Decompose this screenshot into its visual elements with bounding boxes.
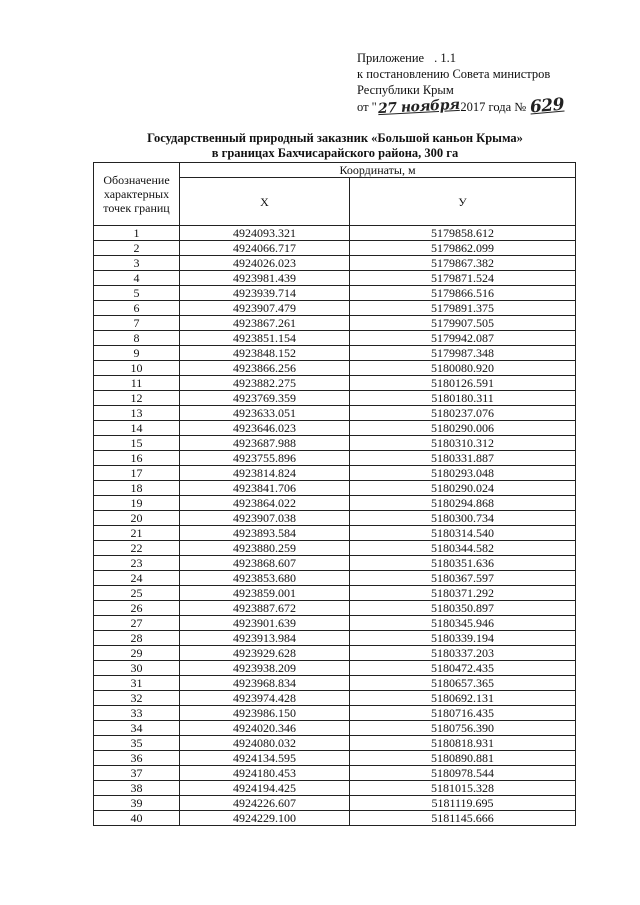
y-coordinate-cell: 5180345.946 [350,616,576,631]
x-coordinate-cell: 4923867.261 [180,316,350,331]
y-coordinate-cell: 5179862.099 [350,241,576,256]
x-coordinate-cell: 4923893.584 [180,526,350,541]
x-coordinate-cell: 4923986.150 [180,706,350,721]
table-row [94,301,576,316]
x-coordinate-cell: 4923907.038 [180,511,350,526]
x-coordinate-cell: 4924194.425 [180,781,350,796]
table-row [94,751,576,766]
x-coordinate-cell: 4923882.275 [180,376,350,391]
title-line-1: Государственный природный заказник «Большой каньон Крыма» [147,131,523,145]
table-row [94,466,576,481]
column-header-y: У [350,178,576,226]
column-header-x: X [180,178,350,226]
x-coordinate-cell: 4923814.824 [180,466,350,481]
y-coordinate-cell: 5180350.897 [350,601,576,616]
x-coordinate-cell: 4924134.595 [180,751,350,766]
y-coordinate-cell: 5180237.076 [350,406,576,421]
table-row [94,796,576,811]
y-coordinate-cell: 5181015.328 [350,781,576,796]
y-coordinate-cell: 5181119.695 [350,796,576,811]
table-row [94,766,576,781]
table-row [94,556,576,571]
y-coordinate-cell: 5179867.382 [350,256,576,271]
point-number-cell: 32 [94,691,180,706]
x-coordinate-cell: 4923907.479 [180,301,350,316]
point-number-cell: 7 [94,316,180,331]
x-coordinate-cell: 4923901.639 [180,616,350,631]
table-row [94,601,576,616]
column-header-coordinates: Координаты, м [180,163,576,178]
point-number-cell: 24 [94,571,180,586]
table-row [94,661,576,676]
point-number-cell: 6 [94,301,180,316]
document-title [95,131,575,161]
document-header [357,50,627,118]
header-line-republic: Республики Крым [357,83,454,97]
x-coordinate-cell: 4923887.672 [180,601,350,616]
point-number-cell: 31 [94,676,180,691]
y-coordinate-cell: 5180756.390 [350,721,576,736]
table-row [94,571,576,586]
table-row [94,421,576,436]
table-body [94,226,576,826]
y-coordinate-cell: 5180472.435 [350,661,576,676]
y-coordinate-cell: 5179858.612 [350,226,576,241]
table-row [94,781,576,796]
x-coordinate-cell: 4924020.346 [180,721,350,736]
title-line-2: в границах Бахчисарайского района, 300 га [211,146,459,160]
point-number-cell: 19 [94,496,180,511]
x-coordinate-cell: 4923851.154 [180,331,350,346]
x-coordinate-cell: 4923864.022 [180,496,350,511]
table-row [94,436,576,451]
point-number-cell: 29 [94,646,180,661]
y-coordinate-cell: 5180180.311 [350,391,576,406]
y-coordinate-cell: 5179942.087 [350,331,576,346]
x-coordinate-cell: 4923853.680 [180,571,350,586]
header-line-resolution: к постановлению Совета министров [357,67,551,81]
table-row [94,586,576,601]
table-row [94,346,576,361]
date-year: 2017 года № [460,100,527,114]
x-coordinate-cell: 4923687.988 [180,436,350,451]
x-coordinate-cell: 4923755.896 [180,451,350,466]
x-coordinate-cell: 4923646.023 [180,421,350,436]
x-coordinate-cell: 4923848.152 [180,346,350,361]
table-row [94,676,576,691]
point-number-cell: 1 [94,226,180,241]
table-row [94,631,576,646]
x-coordinate-cell: 4923769.359 [180,391,350,406]
y-coordinate-cell: 5180080.920 [350,361,576,376]
table-row [94,616,576,631]
y-coordinate-cell: 5180371.292 [350,586,576,601]
x-coordinate-cell: 4924180.453 [180,766,350,781]
point-number-cell: 40 [94,811,180,826]
x-coordinate-cell: 4923859.001 [180,586,350,601]
x-coordinate-cell: 4923841.706 [180,481,350,496]
y-coordinate-cell: 5180716.435 [350,706,576,721]
point-number-cell: 12 [94,391,180,406]
y-coordinate-cell: 5180367.597 [350,571,576,586]
y-coordinate-cell: 5180300.734 [350,511,576,526]
table-row [94,391,576,406]
point-number-cell: 26 [94,601,180,616]
y-coordinate-cell: 5180293.048 [350,466,576,481]
x-coordinate-cell: 4923633.051 [180,406,350,421]
y-coordinate-cell: 5180337.203 [350,646,576,661]
y-coordinate-cell: 5180344.582 [350,541,576,556]
x-coordinate-cell: 4923913.984 [180,631,350,646]
date-prefix: от " [357,100,377,114]
point-number-cell: 16 [94,451,180,466]
table-row [94,496,576,511]
table-row [94,721,576,736]
table-row [94,646,576,661]
x-coordinate-cell: 4924066.717 [180,241,350,256]
y-coordinate-cell: 5180657.365 [350,676,576,691]
y-coordinate-cell: 5179987.348 [350,346,576,361]
table-row [94,406,576,421]
x-coordinate-cell: 4923938.209 [180,661,350,676]
point-number-cell: 23 [94,556,180,571]
table-row [94,256,576,271]
point-number-cell: 34 [94,721,180,736]
point-number-cell: 2 [94,241,180,256]
y-coordinate-cell: 5180692.131 [350,691,576,706]
table-row [94,481,576,496]
point-number-cell: 9 [94,346,180,361]
point-number-cell: 14 [94,421,180,436]
point-number-cell: 15 [94,436,180,451]
table-row [94,271,576,286]
y-coordinate-cell: 5180331.887 [350,451,576,466]
point-number-cell: 4 [94,271,180,286]
table-row [94,451,576,466]
y-coordinate-cell: 5180294.868 [350,496,576,511]
point-number-cell: 35 [94,736,180,751]
point-number-cell: 27 [94,616,180,631]
point-number-cell: 36 [94,751,180,766]
y-coordinate-cell: 5180126.591 [350,376,576,391]
point-number-cell: 18 [94,481,180,496]
x-coordinate-cell: 4923929.628 [180,646,350,661]
table-row [94,736,576,751]
table-row [94,691,576,706]
table-row [94,706,576,721]
point-number-cell: 28 [94,631,180,646]
y-coordinate-cell: 5179907.505 [350,316,576,331]
x-coordinate-cell: 4923880.259 [180,541,350,556]
y-coordinate-cell: 5179866.516 [350,286,576,301]
x-coordinate-cell: 4924080.032 [180,736,350,751]
table-row [94,286,576,301]
x-coordinate-cell: 4923939.714 [180,286,350,301]
appendix-label: Приложение [357,51,425,65]
table-row [94,316,576,331]
x-coordinate-cell: 4923868.607 [180,556,350,571]
x-coordinate-cell: 4924229.100 [180,811,350,826]
table-row [94,526,576,541]
point-number-cell: 21 [94,526,180,541]
y-coordinate-cell: 5179891.375 [350,301,576,316]
point-number-cell: 22 [94,541,180,556]
handwritten-date: 27 ноября [377,96,460,118]
point-number-cell: 37 [94,766,180,781]
table-row [94,811,576,826]
x-coordinate-cell: 4923968.834 [180,676,350,691]
y-coordinate-cell: 5180818.931 [350,736,576,751]
point-number-cell: 25 [94,586,180,601]
point-number-cell: 30 [94,661,180,676]
column-header-point: Обозначение характерных точек границ [94,163,180,226]
point-number-cell: 39 [94,796,180,811]
y-coordinate-cell: 5180310.312 [350,436,576,451]
y-coordinate-cell: 5181145.666 [350,811,576,826]
x-coordinate-cell: 4923866.256 [180,361,350,376]
point-number-cell: 3 [94,256,180,271]
table-row [94,511,576,526]
header-line-date [357,94,627,118]
point-number-cell: 5 [94,286,180,301]
header-line-appendix [357,50,627,66]
point-number-cell: 17 [94,466,180,481]
x-coordinate-cell: 4924226.607 [180,796,350,811]
table-row [94,376,576,391]
y-coordinate-cell: 5180978.544 [350,766,576,781]
x-coordinate-cell: 4924026.023 [180,256,350,271]
y-coordinate-cell: 5180339.194 [350,631,576,646]
y-coordinate-cell: 5179871.524 [350,271,576,286]
table-row [94,331,576,346]
table-row [94,226,576,241]
y-coordinate-cell: 5180351.636 [350,556,576,571]
table-row [94,241,576,256]
table-row [94,541,576,556]
y-coordinate-cell: 5180290.006 [350,421,576,436]
table-row [94,361,576,376]
coordinates-table [93,162,576,826]
handwritten-number: 629 [529,94,565,118]
point-number-cell: 10 [94,361,180,376]
point-number-cell: 11 [94,376,180,391]
point-number-cell: 20 [94,511,180,526]
x-coordinate-cell: 4923974.428 [180,691,350,706]
x-coordinate-cell: 4924093.321 [180,226,350,241]
y-coordinate-cell: 5180290.024 [350,481,576,496]
y-coordinate-cell: 5180314.540 [350,526,576,541]
point-number-cell: 38 [94,781,180,796]
y-coordinate-cell: 5180890.881 [350,751,576,766]
point-number-cell: 13 [94,406,180,421]
appendix-number: . 1.1 [434,51,456,65]
x-coordinate-cell: 4923981.439 [180,271,350,286]
point-number-cell: 33 [94,706,180,721]
point-number-cell: 8 [94,331,180,346]
